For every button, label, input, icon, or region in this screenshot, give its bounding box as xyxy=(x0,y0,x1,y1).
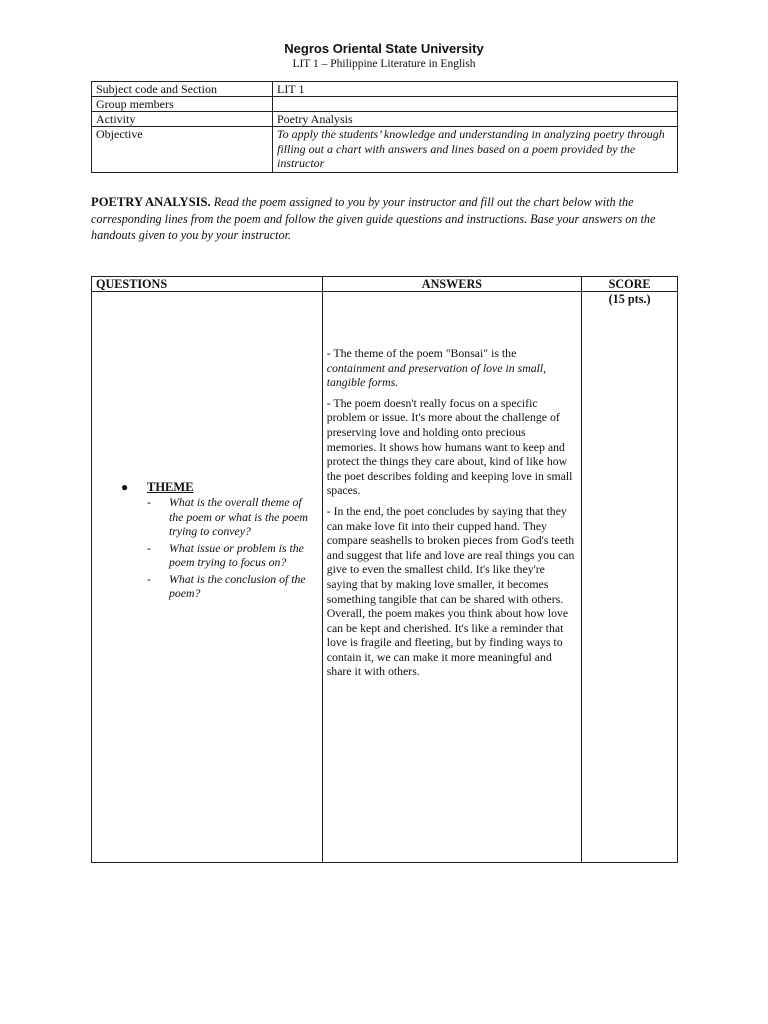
info-label: Subject code and Section xyxy=(92,82,273,97)
answers-header: ANSWERS xyxy=(322,277,581,292)
info-row xyxy=(92,82,678,97)
theme-question-list xyxy=(114,495,318,601)
info-row xyxy=(92,97,678,112)
theme-question-text: What is the overall theme of the poem or what is the poem trying to convey? xyxy=(169,495,308,538)
info-value: LIT 1 xyxy=(273,82,678,97)
answer-paragraph: Overall, the poem makes you think about how love can be kept and cherished. It's like a reminder that love is fragile and fleeting, but by finding ways to contain it, we can make it more meaningful and share it with others. xyxy=(326,606,569,679)
theme-question xyxy=(147,571,318,601)
answer-paragraph xyxy=(327,346,577,390)
analysis-table xyxy=(91,276,678,863)
questions-header: QUESTIONS xyxy=(92,277,323,292)
theme-questions-cell xyxy=(92,292,323,863)
dash-icon: - xyxy=(147,495,151,509)
answer-paragraph: - In the end, the poet concludes by saying that they can make love fit into their cupped hand. They compare seashells to broken pieces from God's teeth and suggest that life and love are real things you can give to even the smallest child. It's like they're saying that by making love smaller, it becomes something tangible that can be shared with others. xyxy=(326,503,575,606)
analysis-header-row xyxy=(92,277,678,292)
info-label: Activity xyxy=(92,112,273,127)
answer-theme-prefix: - The theme of the poem "Bonsai" is the xyxy=(326,346,517,360)
info-value: Poetry Analysis xyxy=(273,112,678,127)
instructions-heading: POETRY ANALYSIS. xyxy=(91,195,211,209)
course-subtitle: LIT 1 – Philippine Literature in English xyxy=(292,58,476,70)
theme-question-text: What issue or problem is the poem trying to focus on? xyxy=(169,540,304,569)
score-cell xyxy=(582,292,678,863)
info-label: Objective xyxy=(92,127,273,173)
info-row xyxy=(92,127,678,173)
answer-paragraph: - The poem doesn't really focus on a specific problem or issue. It's more about the challenge of preserving love and holding onto precious memories. It shows how humans want to keep and protect the things they care about, kind of like how the poet describes folding and keeping love in small spaces. xyxy=(326,395,573,498)
score-header: SCORE xyxy=(582,277,678,292)
instructions-paragraph xyxy=(91,194,681,244)
bullet-icon: ● xyxy=(121,480,129,494)
info-label: Group members xyxy=(92,97,273,112)
answer-theme-emphasis: containment and preservation of love in small, tangible forms. xyxy=(326,360,547,390)
info-value xyxy=(273,97,678,112)
dash-icon: - xyxy=(147,540,151,555)
dash-icon: - xyxy=(147,571,151,586)
info-row xyxy=(92,112,678,127)
info-value: To apply the students’ knowledge and understanding in analyzing poetry through filling out a chart with answers and lines based on a poem provided by the instructor xyxy=(273,127,678,173)
instructions-text: Read the poem assigned to you by your instructor and fill out the chart below with the corresponding lines from the poem and follow the given guide questions and instructions. Base your answers on the handouts given to you by your instructor. xyxy=(91,195,656,242)
theme-heading: THEME xyxy=(147,480,194,494)
score-points: (15 pts.) xyxy=(608,292,651,306)
info-table xyxy=(91,81,678,173)
theme-question-text: What is the conclusion of the poem? xyxy=(169,571,306,600)
theme-question-block xyxy=(114,480,318,601)
theme-question xyxy=(147,540,318,570)
university-title: Negros Oriental State University xyxy=(284,41,484,56)
theme-row xyxy=(92,292,678,863)
theme-question xyxy=(147,495,318,539)
theme-answers-cell xyxy=(322,292,581,863)
